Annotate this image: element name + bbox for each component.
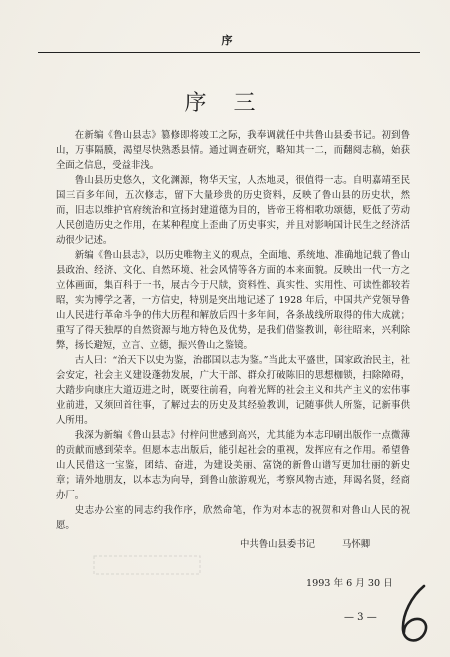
signature-organization: 中共鲁山县委书记 <box>240 539 316 550</box>
paragraph-6: 史志办公室的同志约我作序，欣然命笔，作为对本志的祝贺和对鲁山人民的祝愿。 <box>56 505 410 531</box>
preface-body <box>56 128 410 533</box>
paragraph-4: 古人曰：“治天下以史为鉴，治郡国以志为鉴。”当此太平盛世，国家政治民主，社会安定，社会主义建设蓬勃发展，广大干部、群众打破陈旧的思想枷锁，扫除障碍，大踏步向康庄大道迈进之时，既要往前看，向着光辉的社会主义和共产主义的宏伟事业前进，又须回首往事，了解过去的历史及其经验教训，记随事供人所鉴，记新事供人所用。 <box>56 355 410 426</box>
paragraph-2: 鲁山县历史悠久，文化渊源，物华天宝，人杰地灵，很值得一志。自明嘉靖至民国三百多年间，五次修志，留下大量珍贵的历史资料，反映了鲁山县的历史状，然而，旧志以维护官府统治和宣扬封建道德为目的，皆帝王将相歌功颂德，贬低了劳动人民创造历史之作用，在某种程度上歪曲了历史事实，并且对影响国计民生之经济活动很少记述。 <box>56 175 410 246</box>
handwritten-page-mark <box>394 580 438 648</box>
preface-title: 序 三 <box>184 91 266 116</box>
faint-stamp <box>92 546 202 586</box>
paragraph-5: 我深为新编《鲁山县志》付梓问世感到高兴，尤其能为本志印刷出版作一点微薄的贡献而感到荣幸。但愿本志出版后，能引起社会的重视，发挥应有之作用。希望鲁山人民借这一宝鉴，团结、奋进，为建设美丽、富饶的新鲁山谱写更加壮丽的新史章；请外地朋友，以本志为向导，到鲁山旅游观光，考察风物古迹，拜谒名贤，经商办厂。 <box>56 430 410 501</box>
signature-date: 1993 年 6 月 30 日 <box>306 578 393 589</box>
header-rule <box>38 52 420 53</box>
paragraph-1: 在新编《鲁山县志》篡修即将竣工之际，我奉调就任中共鲁山县委书记。初到鲁山，万事隔膜，渴望尽快熟悉县情。通过调查研究，略知其一二，而翻阅志稿，始获全面之信息，受益非浅。 <box>56 130 410 171</box>
running-header: 序 <box>221 34 235 47</box>
page-number: — 3 — <box>344 612 377 623</box>
signature-name: 马怀卿 <box>342 539 371 550</box>
signature-line <box>240 536 370 550</box>
paragraph-3: 新编《鲁山县志》，以历史唯物主义的观点，全面地、系统地、准确地记载了鲁山县政治、经济、文化、自然环境、社会风情等各方面的本来面貌。反映出一代一方之立体画面，集百科于一书，展古今于尺牍，资料性、真实性、实用性、可读性都较若昭，实为博学之著，一方信史，特别是突出地记述了 1928 年后，中国共产党领导鲁山人民进行革命斗争的伟大历程和解放后四十多年间，各条战线所取得的伟大成就；重写了得天独厚的自然资源与地方特色及优势，是我们借鉴教训，彰往昭来，兴利除弊，扬长避短，立言、立德，振兴鲁山之鉴镜。 <box>56 250 410 351</box>
